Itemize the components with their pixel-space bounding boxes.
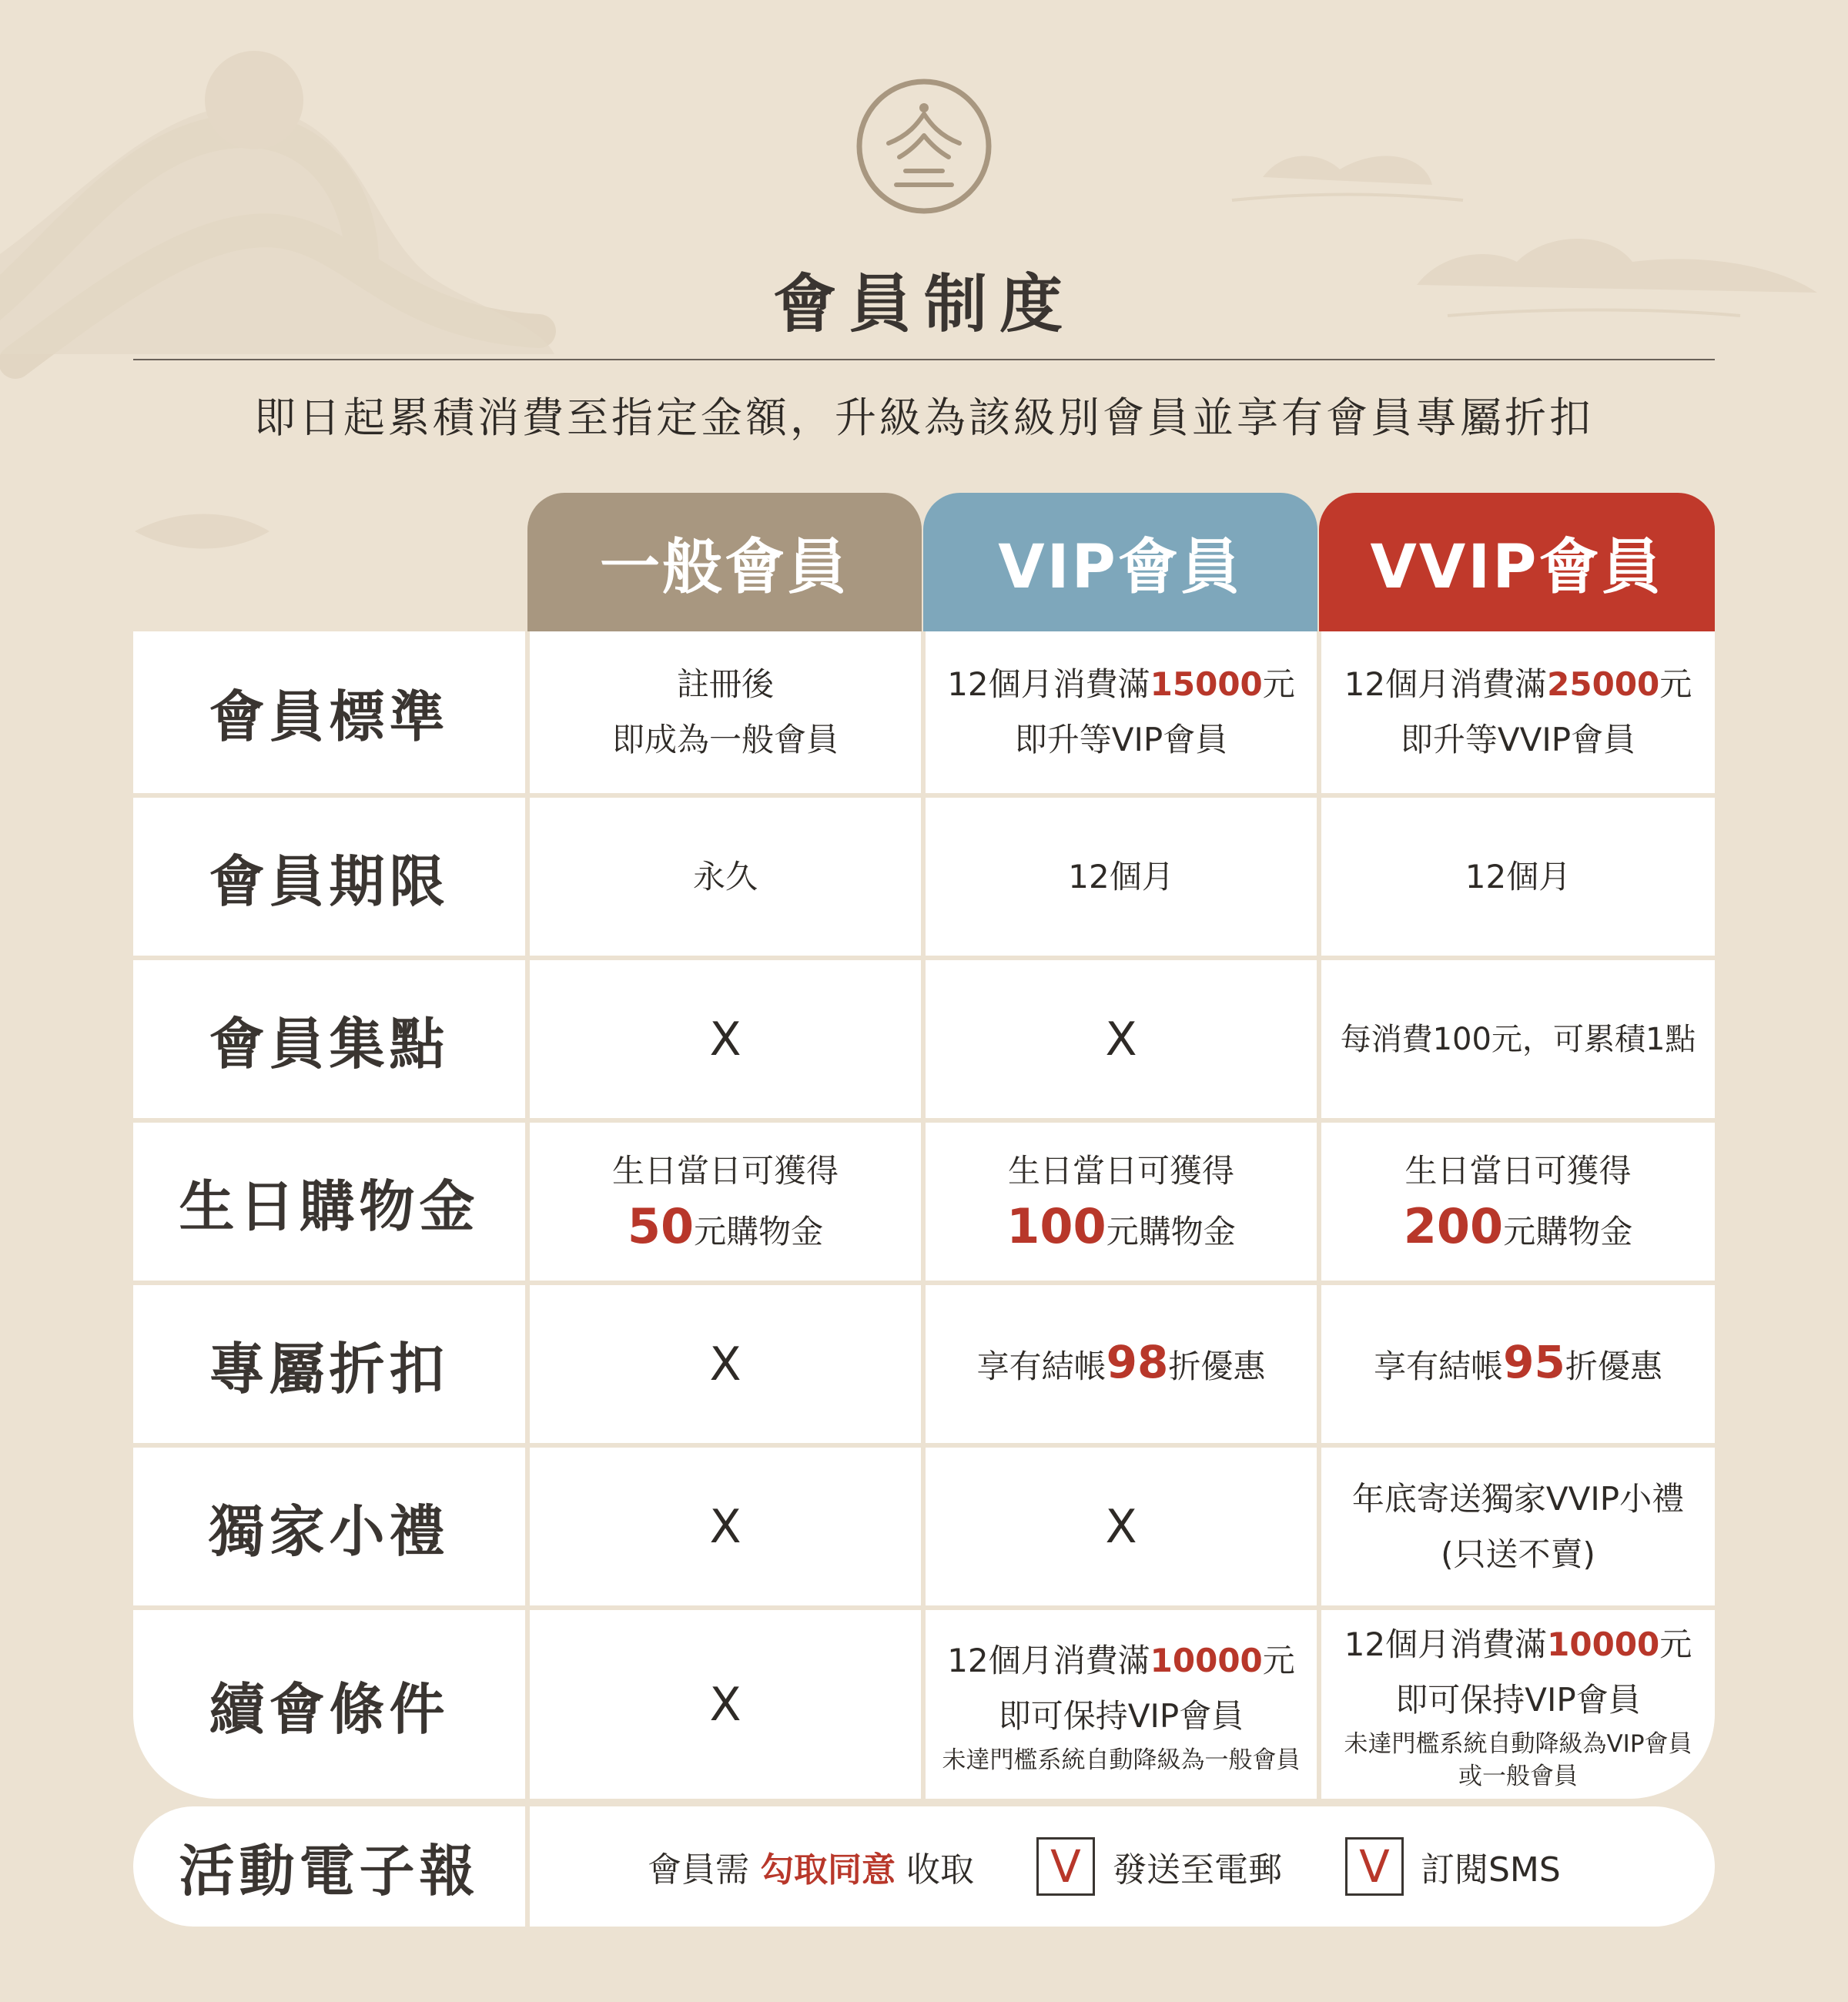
cell-text — [947, 657, 1295, 712]
membership-table — [133, 631, 1715, 1799]
cell-text: 即可保持VIP會員 — [1395, 1680, 1641, 1719]
cell-text: 生日當日可獲得 — [611, 1152, 839, 1190]
row-label-discount: 專屬折扣 — [209, 1336, 450, 1401]
tier-header-general: 一般會員 — [527, 493, 922, 631]
row-label-gift: 獨家小禮 — [209, 1498, 450, 1564]
consent-highlight: 勾取同意 — [760, 1850, 896, 1890]
row-discount — [133, 1285, 525, 1443]
cell-text — [1374, 1334, 1662, 1394]
cell-text — [1344, 657, 1692, 712]
cell-points-general: X — [709, 1012, 742, 1066]
row-renewal — [133, 1610, 525, 1799]
amount-highlight: 200 — [1403, 1198, 1504, 1254]
text-segment: 元購物金 — [694, 1213, 824, 1250]
cell-text — [947, 1633, 1295, 1689]
cell-period-vvip: 12個月 — [1465, 857, 1572, 896]
column-divider — [525, 1806, 530, 1927]
tier-header-vip: VIP會員 — [923, 493, 1317, 631]
text-segment: 收取 — [906, 1850, 974, 1890]
amount-highlight: 98 — [1106, 1335, 1169, 1388]
amount-highlight: 50 — [627, 1198, 695, 1254]
cell-gift-general: X — [709, 1499, 742, 1554]
row-label-period: 會員期限 — [209, 849, 450, 914]
cell-text: 年底寄送獨家VVIP小禮 — [1351, 1479, 1685, 1518]
sms-checkbox[interactable]: V — [1345, 1837, 1404, 1896]
text-segment: 折優惠 — [1168, 1347, 1266, 1385]
row-label-points: 會員集點 — [209, 1011, 450, 1076]
text-segment: 12個月消費滿 — [947, 665, 1150, 703]
row-points — [133, 960, 525, 1118]
text-segment: 享有結帳 — [976, 1347, 1106, 1385]
text-segment: 元 — [1659, 1625, 1692, 1663]
cell-gift-vvip — [1321, 1448, 1715, 1605]
amount-highlight: 100 — [1006, 1198, 1106, 1254]
cell-text: 註冊後 — [676, 665, 774, 703]
cell-standard-vvip — [1321, 631, 1715, 793]
page-subtitle: 即日起累積消費至指定金額，升級為該級別會員並享有會員專屬折扣 — [254, 393, 1594, 442]
amount-highlight: 10000 — [1150, 1641, 1263, 1679]
cell-text — [1404, 1199, 1632, 1260]
cell-gift-vip: X — [1105, 1499, 1137, 1554]
text-segment: 元 — [1262, 1641, 1295, 1679]
page-title: 會員制度 — [772, 268, 1075, 341]
cell-renewal-vvip — [1321, 1610, 1715, 1799]
text-segment: 折優惠 — [1565, 1347, 1662, 1385]
newsletter-label-cell — [133, 1806, 525, 1927]
cell-text: 即升等VIP會員 — [1014, 721, 1228, 758]
cell-period-vip: 12個月 — [1068, 857, 1174, 896]
text-segment: 12個月消費滿 — [1344, 665, 1548, 703]
text-segment: 12個月消費滿 — [1344, 1625, 1548, 1663]
title-divider — [133, 359, 1715, 360]
text-segment: 元 — [1659, 665, 1692, 703]
email-checkbox[interactable]: V — [1036, 1837, 1095, 1896]
amount-highlight: 95 — [1503, 1335, 1565, 1388]
cell-renewal-vip — [926, 1610, 1317, 1799]
amount-highlight: 25000 — [1547, 665, 1660, 703]
cell-points-vip: X — [1105, 1012, 1137, 1066]
newsletter-row — [133, 1806, 1715, 1927]
cell-text — [977, 1334, 1266, 1394]
row-standard — [133, 631, 525, 793]
text-segment: 會員需 — [648, 1850, 749, 1890]
newsletter-consent-text — [648, 1806, 974, 1927]
row-label-renewal: 續會條件 — [209, 1676, 450, 1742]
cell-standard-vip — [926, 631, 1317, 793]
amount-highlight: 10000 — [1547, 1625, 1660, 1663]
sms-option-label: 訂閱SMS — [1421, 1850, 1561, 1890]
temple-roof-icon — [855, 77, 993, 216]
cell-discount-vip — [926, 1285, 1317, 1443]
text-segment: 元 — [1262, 665, 1295, 703]
cell-note: 或一般會員 — [1458, 1762, 1578, 1790]
cell-text: (只送不賣) — [1441, 1535, 1595, 1573]
text-segment: 享有結帳 — [1374, 1347, 1504, 1385]
row-birthday — [133, 1123, 525, 1281]
cell-text: 生日當日可獲得 — [1404, 1152, 1632, 1190]
cell-points-vvip: 每消費100元，可累積1點 — [1340, 1021, 1696, 1057]
cell-text: 即成為一般會員 — [611, 721, 839, 758]
cell-text: 即升等VVIP會員 — [1400, 721, 1636, 758]
cell-text — [628, 1199, 823, 1260]
cell-period-general: 永久 — [692, 857, 758, 896]
row-label-newsletter: 活動電子報 — [179, 1839, 480, 1903]
cell-standard-general — [530, 631, 921, 793]
cell-text — [1344, 1617, 1692, 1672]
cell-renewal-general: X — [709, 1677, 742, 1732]
row-label-birthday: 生日購物金 — [179, 1173, 480, 1239]
cell-text: 生日當日可獲得 — [1007, 1152, 1234, 1190]
cell-discount-general: X — [709, 1337, 742, 1391]
text-segment: 元購物金 — [1106, 1213, 1236, 1250]
cell-birthday-general — [530, 1123, 921, 1281]
row-gift — [133, 1448, 525, 1605]
cell-discount-vvip — [1321, 1285, 1715, 1443]
text-segment: 元購物金 — [1503, 1213, 1633, 1250]
row-period — [133, 798, 525, 956]
cell-birthday-vip — [926, 1123, 1317, 1281]
cell-birthday-vvip — [1321, 1123, 1715, 1281]
cell-note: 未達門檻系統自動降級為一般會員 — [942, 1746, 1301, 1774]
cell-text: 即可保持VIP會員 — [998, 1696, 1244, 1735]
email-option-label: 發送至電郵 — [1113, 1850, 1282, 1890]
cell-text — [1006, 1199, 1235, 1260]
row-label-standard: 會員標準 — [209, 685, 450, 749]
amount-highlight: 15000 — [1150, 665, 1263, 703]
tier-header-vvip: VVIP會員 — [1319, 493, 1715, 631]
text-segment: 12個月消費滿 — [947, 1641, 1150, 1679]
cell-note: 未達門檻系統自動降級為VIP會員 — [1344, 1729, 1692, 1758]
